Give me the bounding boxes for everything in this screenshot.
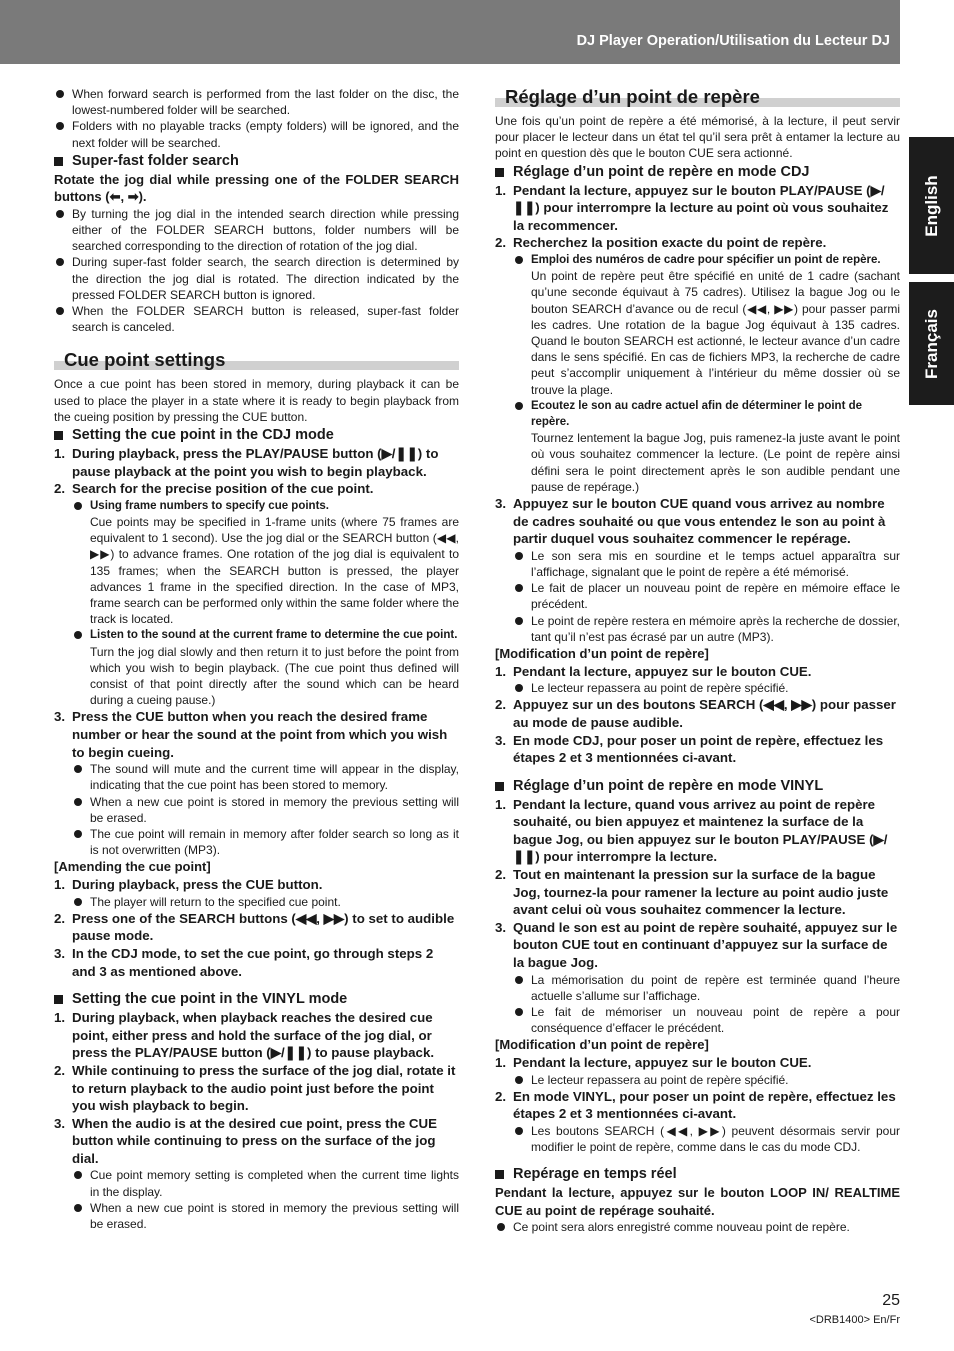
bullet: The cue point will remain in memory after folder search so long as it is not overwritten (MP3). (54, 826, 459, 858)
subheading: Setting the cue point in the CDJ mode (54, 426, 459, 445)
bullet: Le fait de placer un nouveau point de repère en mémoire efface le précédent. (495, 580, 900, 612)
step: 2. Tout en maintenant la pression sur la surface de la bague Jog, tournez-la pour ramener la lecture au point audio juste avant celui où vous souhaitez commencer la lecture. (495, 867, 889, 918)
header-title: DJ Player Operation/Utilisation du Lecteur DJ (576, 33, 890, 49)
amend-heading: [Amending the cue point] (54, 859, 211, 875)
bullet: During super-fast folder search, the search direction is determined by the direction the jog dial is rotated. The direction indicated by the pressed FOLDER SEARCH button is ignored. (54, 254, 459, 303)
modify-heading: [Modification d’un point de repère] (495, 646, 709, 662)
paragraph: Cue points may be specified in 1-frame units (where 75 frames are equivalent to 1 second). Use the jog dial or the SEARCH button (◀◀, ▶▶) to advance frames. One rotation of the jog dial is equivalent to 135 frames; when the SEARCH button is pressed, the player advances 1 frame in the specified direction. In the case of MP3, frame search can be performed only within the same folder where the track is located. (90, 515, 459, 627)
paragraph: Tournez lentement la bague Jog, puis ramenez-la juste avant le point où vous souhaitez commencer la lecture. (Le point de repère ainsi défini sera le point directement après le son audible pendant une pause de repérage.) (531, 431, 900, 494)
step: 3. In the CDJ mode, to set the cue point, go through steps 2 and 3 as mentioned above. (54, 945, 434, 979)
bullet: Le fait de mémoriser un nouveau point de repère a pour conséquence d’effacer le précédent. (495, 1004, 900, 1036)
step: 1. Pendant la lecture, appuyez sur le bouton PLAY/PAUSE (▶/❚❚) pour interrompre la lecture au point où vous souhaitez la recommencer. (495, 182, 889, 233)
paragraph: Une fois qu’un point de repère a été mémorisé, à la lecture, il peut servir pour placer le lecteur dans un état tel qu’il sera prêt à entamer la lecture au point en question dès que le bouton CUE sera actionné. (495, 114, 900, 161)
step: 1. During playback, press the PLAY/PAUSE button (▶/❚❚) to pause playback at the point you wish to begin playback. (54, 446, 439, 479)
step: 2. Search for the precise position of the cue point. (54, 481, 374, 497)
step: 2. Recherchez la position exacte du point de repère. (495, 235, 827, 251)
modify-heading: [Modification d’un point de repère] (495, 1037, 709, 1053)
bullet: Le lecteur repassera au point de repère spécifié. (495, 680, 900, 696)
subheading: Réglage d’un point de repère en mode VINYL (495, 777, 900, 796)
subheading: Super-fast folder search (54, 152, 459, 171)
bullet: Emploi des numéros de cadre pour spécifier un point de repère. (495, 252, 900, 268)
bullet: When a new cue point is stored in memory the previous setting will be erased. (54, 794, 459, 826)
step: 1. Pendant la lecture, appuyez sur le bouton CUE. (495, 663, 812, 679)
step: 2. En mode VINYL, pour poser un point de repère, effectuez les étapes 2 et 3 mentionnées ci-avant. (495, 1088, 896, 1122)
document-code: <DRB1400> En/Fr (809, 1314, 900, 1326)
paragraph: Once a cue point has been stored in memory, during playback it can be used to place the player in a state where it is ready to begin playback from the cueing position by pressing the CUE button. (54, 377, 459, 424)
left-column (54, 86, 459, 1232)
section-title: Cue point settings (54, 349, 459, 371)
step: 3. Appuyez sur le bouton CUE quand vous arrivez au nombre de cadres souhaité ou que vous entendez le son au point à partir duquel vous souhaitez commencer le repérage. (495, 496, 886, 547)
bullet: Le son sera mis en sourdine et le temps actuel apparaîtra sur l’affichage, signalant que le point de repère a été mémorisé. (495, 548, 900, 580)
subheading: Réglage d’un point de repère en mode CDJ (495, 163, 900, 182)
bullet: Cue point memory setting is completed when the current time lights in the display. (54, 1167, 459, 1199)
step: 3. When the audio is at the desired cue point, press the CUE button while continuing to press on the surface of the jog dial. (54, 1115, 437, 1166)
bullet: The player will return to the specified cue point. (54, 894, 459, 910)
bullet: By turning the jog dial in the intended search direction while pressing either of the FOLDER SEARCH buttons, folder numbers will be searched corresponding to the direction of rotation of the jog dial. (54, 206, 459, 255)
page-number: 25 (882, 1292, 900, 1309)
bullet: When forward search is performed from the last folder on the disc, the lowest-numbered folder will be searched. (54, 86, 459, 118)
step: 2. While continuing to press the surface of the jog dial, rotate it to return playback to the audio point just before the point you wish playback to begin. (54, 1062, 456, 1114)
bullet: Le lecteur repassera au point de repère spécifié. (495, 1072, 900, 1088)
bullet: Les boutons SEARCH (◀◀, ▶▶) peuvent désormais servir pour modifier le point de repère, comme dans le cas du mode CDJ. (495, 1123, 900, 1155)
instruction: Rotate the jog dial while pressing one of the FOLDER SEARCH buttons (⬅, ➡). (54, 171, 459, 205)
step: 2. Appuyez sur un des boutons SEARCH (◀◀, ▶▶) pour passer au mode de pause audible. (495, 697, 896, 730)
header-bar (0, 0, 900, 64)
bullet: Using frame numbers to specify cue points. (54, 498, 459, 514)
step: 3. Press the CUE button when you reach the desired frame number or hear the sound at the point from which you wish to begin cueing. (54, 709, 448, 760)
bullet: Ecoutez le son au cadre actuel afin de déterminer le point de repère. (495, 398, 900, 430)
step: 3. Quand le son est au point de repère souhaité, appuyez sur le bouton CUE tout en continuant d’appuyez sur la surface de la bague Jog. (495, 919, 898, 971)
bullet: When a new cue point is stored in memory the previous setting will be erased. (54, 1200, 459, 1232)
paragraph: Turn the jog dial slowly and then return it to just before the point from which you wish to begin playback. (The cue point thus defined will consist of that point directly after the sound which can be heard during a cueing pause.) (90, 644, 459, 708)
subheading: Repérage en temps réel (495, 1165, 900, 1184)
step: 3. En mode CDJ, pour poser un point de repère, effectuez les étapes 2 et 3 mentionnées ci-avant. (495, 732, 884, 766)
tab-francais[interactable]: Français (909, 282, 954, 405)
right-column (495, 86, 900, 1236)
bullet: Ce point sera alors enregistré comme nouveau point de repère. (495, 1219, 900, 1235)
bullet: The sound will mute and the current time will appear in the display, indicating that the cue point has been stored to memory. (54, 761, 459, 793)
step: 1. During playback, press the CUE button. (54, 876, 323, 892)
subheading: Setting the cue point in the VINYL mode (54, 990, 459, 1009)
instruction: Pendant la lecture, appuyez sur le bouton LOOP IN/ REALTIME CUE au point de repérage souhaité. (495, 1185, 900, 1218)
bullet: Listen to the sound at the current frame to determine the cue point. (54, 627, 459, 643)
bullet: Folders with no playable tracks (empty folders) will be ignored, and the next folder will be searched. (54, 118, 459, 150)
tab-english[interactable]: English (909, 137, 954, 274)
bullet: La mémorisation du point de repère est terminée quand l’heure actuelle s’allume sur l’affichage. (495, 972, 900, 1004)
bullet: When the FOLDER SEARCH button is released, super-fast folder search is canceled. (54, 303, 459, 335)
step: 1. Pendant la lecture, appuyez sur le bouton CUE. (495, 1054, 812, 1070)
step: 2. Press one of the SEARCH buttons (◀◀, ▶▶) to set to audible pause mode. (54, 910, 455, 944)
section-title: Réglage d’un point de repère (495, 86, 900, 108)
step: 1. Pendant la lecture, quand vous arrivez au point de repère souhaité, ou bien appuyez et maintenez la surface de la bague Jog, ou bien appuyez sur le bouton PLAY/PAUSE (▶/❚❚) pour interrompre la lecture. (495, 796, 888, 865)
step: 1. During playback, when playback reaches the desired cue point, either press and hold the surface of the jog dial, or press the PLAY/PAUSE button (▶/❚❚) to pause playback. (54, 1010, 435, 1061)
bullet: Le point de repère restera en mémoire après la recherche de dossier, tant qu’il n’est pas écrasé par un autre (MP3). (495, 613, 900, 645)
paragraph: Un point de repère peut être spécifié en unité de 1 cadre (sachant qu’une seconde équivaut à 75 cadres). Utilisez la bague Jog ou le bouton SEARCH d’avance ou de recul (◀◀, ▶▶) pour passer parmi les cadres. Une rotation de la bague Jog équivaut à 135 cadres. Quand le bouton SEARCH est actionné, le lecteur avance d’un cadre dans le sens spécifié. En cas de fichiers MP3, la recherche de cadre peut s’accomplir uniquement à l’intérieur du même dossier où se trouve la plage. (531, 269, 900, 397)
